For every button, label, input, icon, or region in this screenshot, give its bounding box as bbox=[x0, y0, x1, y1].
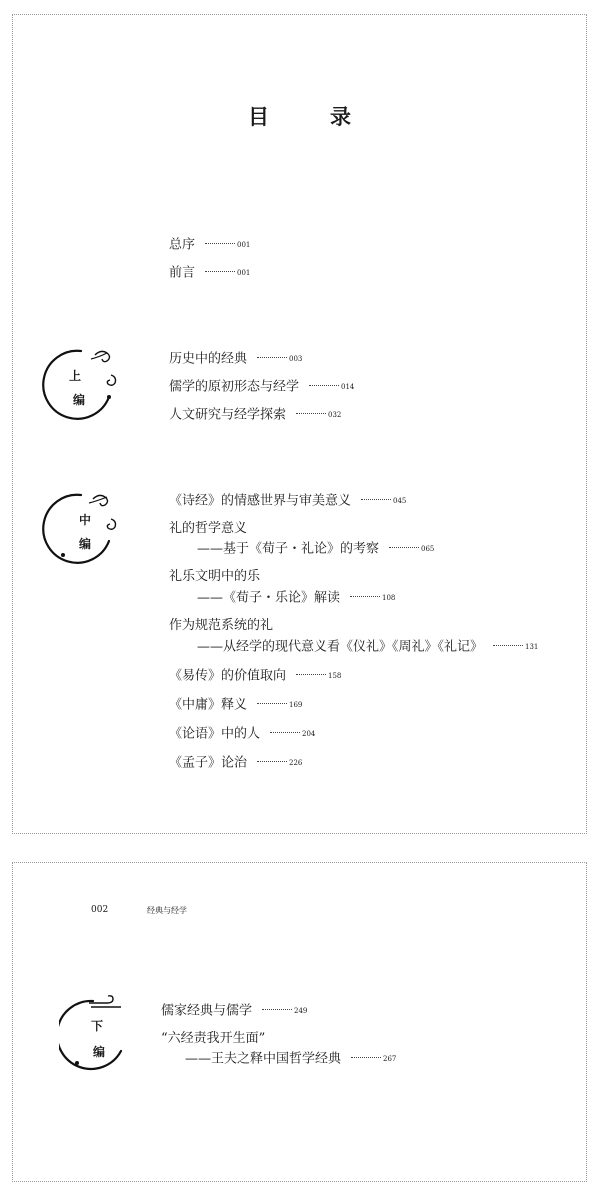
dot-leader bbox=[257, 357, 287, 358]
entry-label: 《论语》中的人 bbox=[169, 726, 261, 742]
toc-page-2 bbox=[12, 862, 587, 1182]
part-emblem-upper bbox=[41, 345, 121, 425]
part-char: 编 bbox=[92, 1045, 105, 1059]
page-number: 249 bbox=[294, 1007, 308, 1015]
page-number: 267 bbox=[383, 1055, 397, 1063]
dot-leader bbox=[205, 271, 235, 272]
dot-leader bbox=[270, 732, 300, 733]
entry-label: 礼的哲学意义 bbox=[169, 521, 248, 536]
toc-entry[interactable] bbox=[169, 407, 341, 424]
toc-subentry[interactable] bbox=[197, 590, 395, 607]
toc-subentry[interactable] bbox=[197, 541, 434, 558]
dot-leader bbox=[361, 499, 391, 500]
toc-entry[interactable] bbox=[161, 1003, 307, 1020]
entry-label: 《诗经》的情感世界与审美意义 bbox=[169, 493, 352, 509]
dot-leader bbox=[205, 243, 235, 244]
entry-label: “六经责我开生面” bbox=[161, 1031, 266, 1046]
dot-leader bbox=[493, 645, 523, 646]
dot-leader bbox=[389, 547, 419, 548]
toc-entry[interactable] bbox=[169, 668, 341, 685]
cloud-circle-icon bbox=[41, 489, 121, 569]
dot-leader bbox=[350, 596, 380, 597]
toc-entry[interactable] bbox=[169, 237, 250, 254]
toc-entry[interactable] bbox=[169, 726, 315, 743]
dot-leader bbox=[296, 413, 326, 414]
page-number: 001 bbox=[237, 269, 251, 277]
entry-subtitle: ——基于《荀子・礼论》的考察 bbox=[197, 541, 380, 557]
page-number: 014 bbox=[341, 383, 355, 391]
page-header-number: 002 bbox=[91, 905, 109, 915]
toc-entry[interactable] bbox=[169, 569, 260, 585]
page-header-title: 经典与经学 bbox=[147, 906, 187, 915]
toc-title: 目 录 bbox=[248, 104, 371, 129]
part-emblem-lower bbox=[59, 993, 139, 1073]
toc-entry[interactable] bbox=[169, 379, 354, 396]
page-number: 045 bbox=[393, 497, 407, 505]
toc-entry[interactable] bbox=[169, 351, 302, 368]
entry-label: 总序 bbox=[169, 237, 196, 253]
entry-label: 《易传》的价值取向 bbox=[169, 668, 287, 684]
part-emblem-middle bbox=[41, 489, 121, 569]
dot-leader bbox=[262, 1009, 292, 1010]
entry-label: 礼乐文明中的乐 bbox=[169, 569, 261, 584]
toc-entry[interactable] bbox=[169, 618, 273, 634]
entry-subtitle: ——《荀子・乐论》解读 bbox=[197, 590, 341, 606]
toc-subentry[interactable] bbox=[185, 1051, 396, 1068]
page-number: 169 bbox=[289, 701, 303, 709]
page-number: 204 bbox=[302, 730, 316, 738]
entry-label: 人文研究与经学探索 bbox=[169, 407, 287, 423]
page-number: 032 bbox=[328, 411, 342, 419]
toc-entry[interactable] bbox=[161, 1031, 265, 1047]
entry-label: 历史中的经典 bbox=[169, 351, 248, 367]
part-char: 下 bbox=[90, 1019, 103, 1033]
entry-subtitle: ——王夫之释中国哲学经典 bbox=[185, 1051, 342, 1067]
dot-leader bbox=[309, 385, 339, 386]
part-char: 编 bbox=[78, 537, 91, 551]
entry-label: 儒学的原初形态与经学 bbox=[169, 379, 300, 395]
page-number: 003 bbox=[289, 355, 303, 363]
toc-entry[interactable] bbox=[169, 493, 406, 510]
page-number: 065 bbox=[421, 545, 435, 553]
entry-label: 儒家经典与儒学 bbox=[161, 1003, 253, 1019]
page-number: 226 bbox=[289, 759, 303, 767]
toc-entry[interactable] bbox=[169, 521, 247, 537]
toc-entry[interactable] bbox=[169, 755, 302, 772]
entry-label: 作为规范系统的礼 bbox=[169, 618, 274, 633]
toc-entry[interactable] bbox=[169, 697, 302, 714]
dot-leader bbox=[257, 703, 287, 704]
toc-page-1 bbox=[12, 14, 587, 834]
part-char: 中 bbox=[78, 513, 91, 527]
page-number: 108 bbox=[382, 594, 396, 602]
dot-leader bbox=[351, 1057, 381, 1058]
dot-leader bbox=[257, 761, 287, 762]
part-char: 上 bbox=[68, 369, 81, 383]
toc-subentry[interactable] bbox=[197, 639, 538, 656]
cloud-circle-icon bbox=[41, 345, 121, 425]
part-char: 编 bbox=[72, 393, 85, 407]
entry-label: 《中庸》释义 bbox=[169, 697, 248, 713]
entry-label: 前言 bbox=[169, 265, 196, 281]
page-number: 001 bbox=[237, 241, 251, 249]
dot-leader bbox=[296, 674, 326, 675]
entry-subtitle: ——从经学的现代意义看《仪礼》《周礼》《礼记》 bbox=[197, 639, 484, 655]
page-number: 131 bbox=[525, 643, 539, 651]
page-number: 158 bbox=[328, 672, 342, 680]
toc-entry[interactable] bbox=[169, 265, 250, 282]
entry-label: 《孟子》论治 bbox=[169, 755, 248, 771]
